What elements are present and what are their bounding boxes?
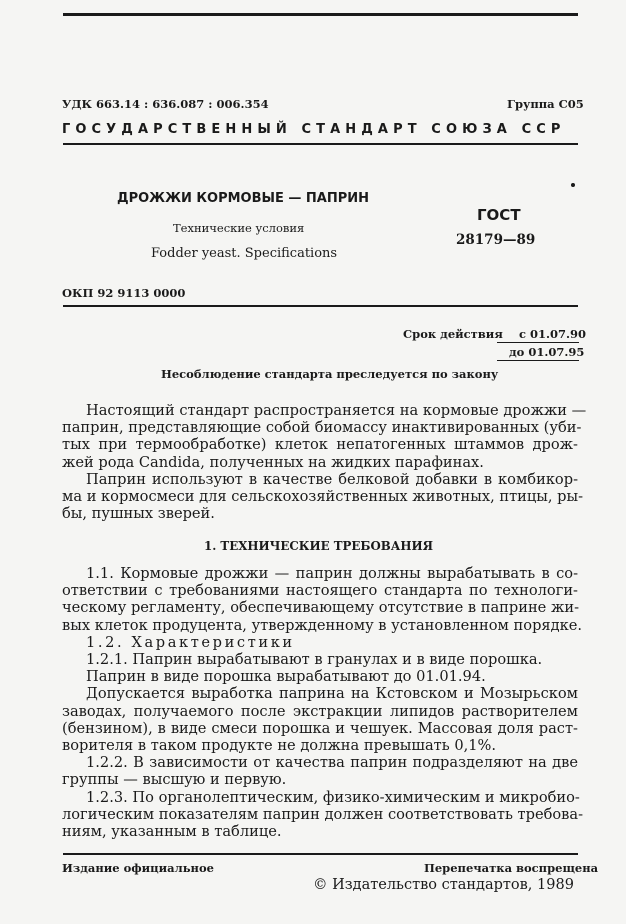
top-rule [63,13,578,16]
intro-paragraph [62,471,584,523]
section-paragraph [62,788,583,841]
text-line: Настоящий стандарт распространяется на кормовые дрожжи — [86,402,587,419]
header-rule [63,143,578,145]
dot-mark [571,183,575,187]
udk-code: УДК 663.14 : 636.087 : 006.354 [62,97,269,111]
text-line: Допускается выработка паприна на Кстовском и Мозырьском [86,685,578,703]
section-heading: 1. ТЕХНИЧЕСКИЕ ТРЕБОВАНИЯ [204,539,434,553]
text-line: ческому регламенту, обеспечивающему отсутствие в паприне жи- [62,599,580,617]
text-line: жей рода Candida, полученных на жидких парафинах. [62,453,484,471]
official-edition: Издание официальное [62,861,214,875]
validity-from: с 01.07.90 [519,327,587,341]
section-paragraph [62,754,578,788]
copyright-notice: © Издательство стандартов, 1989 [313,877,574,893]
validity-to: до 01.07.95 [509,345,585,359]
text-line: (бензином), в виде смеси порошка и чешуек. Массовая доля раст- [62,719,578,737]
validity-rule [497,342,579,343]
section-paragraph [62,685,578,754]
section-paragraph [62,651,578,668]
text-line: Паприн в виде порошка вырабатывают до 01.01.94. [86,668,486,686]
text-line: 1.2.3. По органолептическим, физико-химическим и микробио- [86,788,580,806]
text-line: ворителя в таком продукте не должна превышать 0,1%. [62,736,497,754]
text-line: тых при термообработке) клеток непатогенных штаммов дрож- [62,436,578,454]
text-line: группы — высшую и первую. [62,771,287,789]
okp-code: ОКП 92 9113 0000 [62,286,186,300]
text-line: ниям, указанным в таблице. [62,822,282,840]
law-notice: Несоблюдение стандарта преследуется по закону [161,367,499,381]
reprint-notice: Перепечатка воспрещена [424,861,599,875]
state-standard-heading: ГОСУДАРСТВЕННЫЙ СТАНДАРТ СОЮЗА ССР [62,122,566,137]
text-line: ма и кормосмеси для сельскохозяйственных животных, птицы, ры- [62,488,584,506]
gost-number: 28179—89 [456,232,536,248]
validity-rule-bottom [497,360,579,361]
document-title: ДРОЖЖИ КОРМОВЫЕ — ПАПРИН [117,191,370,206]
section-paragraph [62,634,578,651]
text-line: заводах, получаемого после экстракции липидов растворителем [62,702,578,720]
text-line: ответствии с требованиями настоящего стандарта по технологи- [62,582,578,600]
text-line: 1.2. Характеристики [86,633,295,651]
group-code: Группа С05 [507,97,584,111]
text-line: логическим показателям паприн должен соответствовать требова- [62,805,583,823]
section-paragraph [62,668,578,685]
text-line: 1.1. Кормовые дрожжи — паприн должны вырабатывать в со- [86,565,578,582]
validity-label: Срок действия [403,327,503,341]
footer-rule [63,853,578,855]
text-line: вых клеток продуцента, утвержденному в установленном порядке. [62,616,582,634]
text-line: паприн, представляющие собой биомассу инактивированных (уби- [62,419,582,437]
text-line: бы, пушных зверей. [62,505,215,523]
gost-label: ГОСТ [477,206,521,224]
english-title: Fodder yeast. Specifications [151,246,338,261]
text-line: Паприн используют в качестве белковой добавки в комбикор- [86,471,578,488]
text-line: 1.2.1. Паприн вырабатывают в гранулах и в виде порошка. [86,651,543,668]
intro-paragraph [62,402,587,471]
section-paragraph [62,565,582,634]
text-line: 1.2.2. В зависимости от качества паприн подразделяют на две [86,754,578,772]
document-subtitle: Технические условия [173,221,305,235]
title-block-rule [63,305,578,307]
